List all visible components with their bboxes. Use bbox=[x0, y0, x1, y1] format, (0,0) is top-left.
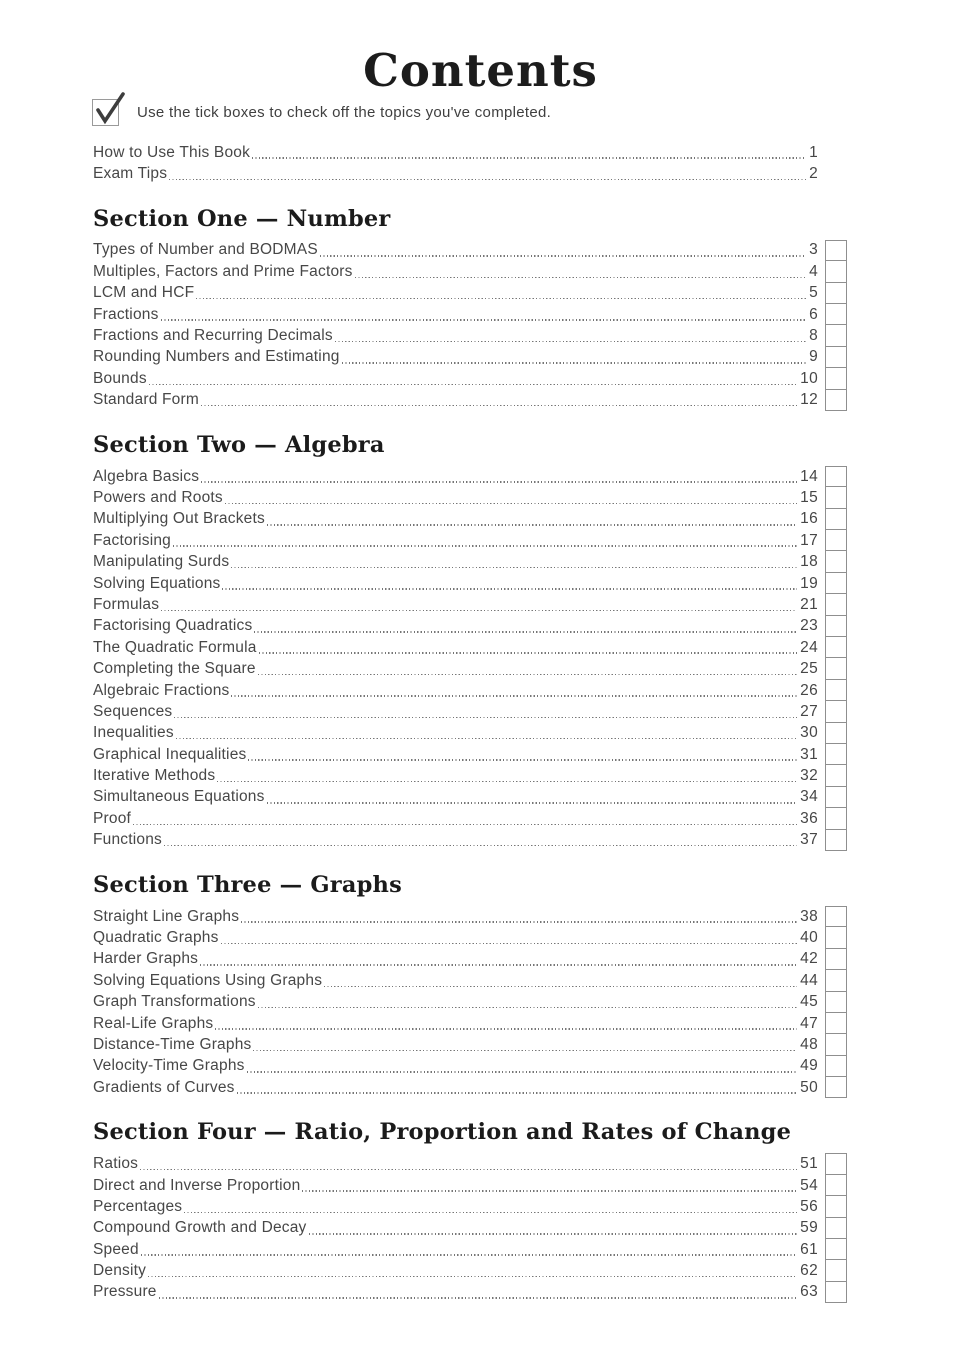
topic-checkbox[interactable] bbox=[825, 283, 847, 304]
section-heading: Section Four — Ratio, Proportion and Rates of Change bbox=[93, 1119, 792, 1146]
page-number: 45 bbox=[800, 993, 818, 1011]
toc-row bbox=[93, 949, 847, 970]
page-number: 49 bbox=[800, 1057, 818, 1075]
page-number: 26 bbox=[800, 681, 818, 699]
toc-row bbox=[93, 1175, 847, 1196]
topic-checkbox[interactable] bbox=[825, 509, 847, 530]
toc-entry-label: Ratios bbox=[93, 1155, 139, 1173]
toc-entry-label: Exam Tips bbox=[93, 165, 168, 183]
toc-row bbox=[93, 509, 847, 530]
toc-entry-label: Iterative Methods bbox=[93, 767, 216, 785]
toc-entry-label: Proof bbox=[93, 809, 132, 827]
page-number: 4 bbox=[809, 262, 818, 280]
toc-row bbox=[93, 325, 847, 346]
toc-entry-label: LCM and HCF bbox=[93, 284, 195, 302]
toc-row bbox=[93, 347, 847, 368]
dotted-leader bbox=[215, 1028, 797, 1030]
dotted-leader bbox=[259, 652, 798, 654]
page-number: 42 bbox=[800, 950, 818, 968]
page-number: 62 bbox=[800, 1262, 818, 1280]
page-number: 63 bbox=[800, 1283, 818, 1301]
dotted-leader bbox=[159, 1297, 798, 1299]
topic-checkbox[interactable] bbox=[825, 808, 847, 829]
front-matter-list bbox=[93, 142, 847, 185]
topic-checkbox[interactable] bbox=[825, 1218, 847, 1239]
dotted-leader bbox=[258, 674, 797, 676]
topic-checkbox[interactable] bbox=[825, 1260, 847, 1281]
section-heading: Section One — Number bbox=[93, 205, 391, 232]
page-number: 17 bbox=[800, 531, 818, 549]
toc-entry-label: Straight Line Graphs bbox=[93, 907, 240, 925]
section-entry-list bbox=[93, 906, 847, 1099]
topic-checkbox[interactable] bbox=[825, 530, 847, 551]
page-number: 10 bbox=[800, 369, 818, 387]
topic-checkbox[interactable] bbox=[825, 240, 847, 261]
toc-entry-label: Algebra Basics bbox=[93, 467, 200, 485]
page-number: 15 bbox=[800, 488, 818, 506]
toc-row bbox=[93, 970, 847, 991]
toc-row bbox=[93, 927, 847, 948]
section-heading: Section Two — Algebra bbox=[93, 431, 385, 458]
toc-row bbox=[93, 142, 847, 163]
toc-row bbox=[93, 1056, 847, 1077]
topic-checkbox[interactable] bbox=[825, 658, 847, 679]
toc-row bbox=[93, 765, 847, 786]
toc-entry-label: Graphical Inequalities bbox=[93, 745, 247, 763]
toc-row bbox=[93, 1153, 847, 1174]
toc-row bbox=[93, 701, 847, 722]
page-number: 32 bbox=[800, 767, 818, 785]
example-ticked-checkbox bbox=[92, 99, 119, 126]
toc-row bbox=[93, 744, 847, 765]
page-number: 5 bbox=[809, 284, 818, 302]
toc-row bbox=[93, 906, 847, 927]
page-number: 48 bbox=[800, 1035, 818, 1053]
page-title: Contents bbox=[363, 44, 598, 97]
topic-checkbox[interactable] bbox=[825, 594, 847, 615]
page-number: 47 bbox=[800, 1014, 818, 1032]
toc-entry-label: Real-Life Graphs bbox=[93, 1014, 214, 1032]
page-number: 14 bbox=[800, 467, 818, 485]
dotted-leader bbox=[149, 384, 797, 386]
toc-row bbox=[93, 530, 847, 551]
toc-entry-label: Solving Equations Using Graphs bbox=[93, 971, 323, 989]
toc-row bbox=[93, 1196, 847, 1217]
dotted-leader bbox=[247, 1071, 798, 1073]
dotted-leader bbox=[201, 481, 797, 483]
toc-row bbox=[93, 283, 847, 304]
toc-row bbox=[93, 680, 847, 701]
dotted-leader bbox=[173, 545, 797, 547]
page-number: 40 bbox=[800, 929, 818, 947]
page-number: 50 bbox=[800, 1078, 818, 1096]
toc-content bbox=[93, 142, 847, 1303]
topic-checkbox[interactable] bbox=[825, 723, 847, 744]
section-entry-list bbox=[93, 1153, 847, 1303]
toc-entry-label: Inequalities bbox=[93, 724, 174, 742]
page-number: 37 bbox=[800, 831, 818, 849]
toc-entry-label: Compound Growth and Decay bbox=[93, 1219, 307, 1237]
page-number: 1 bbox=[809, 143, 818, 161]
toc-entry-label: The Quadratic Formula bbox=[93, 638, 257, 656]
toc-entry-label: How to Use This Book bbox=[93, 143, 251, 161]
dotted-leader bbox=[169, 179, 806, 181]
dotted-leader bbox=[248, 759, 797, 761]
dotted-leader bbox=[141, 1254, 797, 1256]
dotted-leader bbox=[342, 362, 806, 364]
dotted-leader bbox=[164, 845, 797, 847]
toc-entry-label: Bounds bbox=[93, 369, 147, 387]
dotted-leader bbox=[161, 610, 797, 612]
toc-row bbox=[93, 1239, 847, 1260]
toc-row bbox=[93, 466, 847, 487]
topic-checkbox[interactable] bbox=[825, 347, 847, 368]
dotted-leader bbox=[140, 1169, 797, 1171]
dotted-leader bbox=[133, 824, 797, 826]
page-number: 54 bbox=[800, 1176, 818, 1194]
toc-entry-label: Fractions bbox=[93, 305, 159, 323]
topic-checkbox[interactable] bbox=[825, 261, 847, 282]
toc-entry-label: Types of Number and BODMAS bbox=[93, 241, 318, 259]
topic-checkbox[interactable] bbox=[825, 390, 847, 411]
toc-entry-label: Multiplying Out Brackets bbox=[93, 510, 265, 528]
topic-checkbox[interactable] bbox=[825, 970, 847, 991]
topic-checkbox[interactable] bbox=[825, 1239, 847, 1260]
dotted-leader bbox=[309, 1233, 798, 1235]
toc-row bbox=[93, 992, 847, 1013]
topic-checkbox[interactable] bbox=[825, 1153, 847, 1174]
topic-checkbox[interactable] bbox=[825, 1196, 847, 1217]
dotted-leader bbox=[222, 588, 797, 590]
toc-entry-label: Fractions and Recurring Decimals bbox=[93, 327, 333, 345]
dotted-leader bbox=[217, 781, 797, 783]
toc-entry-label: Standard Form bbox=[93, 391, 199, 409]
page-number: 36 bbox=[800, 809, 818, 827]
topic-checkbox[interactable] bbox=[825, 906, 847, 927]
dotted-leader bbox=[355, 277, 806, 279]
toc-row bbox=[93, 1260, 847, 1281]
page-number: 16 bbox=[800, 510, 818, 528]
page-number: 31 bbox=[800, 745, 818, 763]
toc-row bbox=[93, 1034, 847, 1055]
topic-checkbox[interactable] bbox=[825, 637, 847, 658]
toc-entry-label: Powers and Roots bbox=[93, 488, 223, 506]
dotted-leader bbox=[231, 695, 797, 697]
toc-row bbox=[93, 594, 847, 615]
toc-entry-label: Multiples, Factors and Prime Factors bbox=[93, 262, 353, 280]
topic-checkbox[interactable] bbox=[825, 787, 847, 808]
topic-checkbox[interactable] bbox=[825, 1175, 847, 1196]
page-number: 27 bbox=[800, 702, 818, 720]
toc-row bbox=[93, 787, 847, 808]
toc-entry-label: Algebraic Fractions bbox=[93, 681, 230, 699]
page-number: 34 bbox=[800, 788, 818, 806]
toc-row bbox=[93, 637, 847, 658]
toc-entry-label: Density bbox=[93, 1262, 147, 1280]
dotted-leader bbox=[335, 341, 806, 343]
toc-row bbox=[93, 487, 847, 508]
toc-entry-label: Direct and Inverse Proportion bbox=[93, 1176, 301, 1194]
topic-checkbox[interactable] bbox=[825, 1077, 847, 1098]
toc-row bbox=[93, 573, 847, 594]
dotted-leader bbox=[254, 631, 797, 633]
topic-checkbox[interactable] bbox=[825, 466, 847, 487]
topic-checkbox[interactable] bbox=[825, 949, 847, 970]
dotted-leader bbox=[221, 943, 798, 945]
dotted-leader bbox=[225, 503, 797, 505]
topic-checkbox[interactable] bbox=[825, 992, 847, 1013]
topic-checkbox[interactable] bbox=[825, 701, 847, 722]
toc-row bbox=[93, 368, 847, 389]
toc-row bbox=[93, 1077, 847, 1098]
toc-row bbox=[93, 658, 847, 679]
page-number: 38 bbox=[800, 907, 818, 925]
topic-checkbox[interactable] bbox=[825, 927, 847, 948]
topic-checkbox[interactable] bbox=[825, 1013, 847, 1034]
toc-entry-label: Completing the Square bbox=[93, 660, 256, 678]
tick-icon bbox=[94, 91, 126, 127]
dotted-leader bbox=[302, 1190, 797, 1192]
toc-row bbox=[93, 390, 847, 411]
topic-checkbox[interactable] bbox=[825, 368, 847, 389]
page-number: 59 bbox=[800, 1219, 818, 1237]
topic-checkbox[interactable] bbox=[825, 744, 847, 765]
page-number: 8 bbox=[809, 327, 818, 345]
toc-entry-label: Formulas bbox=[93, 595, 160, 613]
toc-entry-label: Quadratic Graphs bbox=[93, 929, 219, 947]
toc-entry-label: Graph Transformations bbox=[93, 993, 256, 1011]
topic-checkbox[interactable] bbox=[825, 616, 847, 637]
toc-entry-label: Simultaneous Equations bbox=[93, 788, 265, 806]
dotted-leader bbox=[252, 157, 806, 159]
toc-row bbox=[93, 808, 847, 829]
topic-checkbox[interactable] bbox=[825, 1056, 847, 1077]
page-number: 61 bbox=[800, 1240, 818, 1258]
toc-entry-label: Solving Equations bbox=[93, 574, 221, 592]
toc-entry-label: Factorising bbox=[93, 531, 172, 549]
topic-checkbox[interactable] bbox=[825, 830, 847, 851]
section-entry-list bbox=[93, 466, 847, 851]
dotted-leader bbox=[267, 802, 798, 804]
toc-row bbox=[93, 1218, 847, 1239]
toc-entry-label: Distance-Time Graphs bbox=[93, 1035, 252, 1053]
topic-checkbox[interactable] bbox=[825, 1034, 847, 1055]
dotted-leader bbox=[201, 405, 797, 407]
toc-row bbox=[93, 240, 847, 261]
topic-checkbox[interactable] bbox=[825, 487, 847, 508]
dotted-leader bbox=[267, 524, 797, 526]
intro-note-text: Use the tick boxes to check off the topics you've completed. bbox=[137, 103, 552, 121]
toc-entry-label: Rounding Numbers and Estimating bbox=[93, 348, 340, 366]
page-number: 25 bbox=[800, 660, 818, 678]
topic-checkbox[interactable] bbox=[825, 680, 847, 701]
toc-row bbox=[93, 616, 847, 637]
toc-row bbox=[93, 551, 847, 572]
toc-row bbox=[93, 163, 847, 184]
page-number: 6 bbox=[809, 305, 818, 323]
dotted-leader bbox=[258, 1007, 797, 1009]
toc-row bbox=[93, 1282, 847, 1303]
toc-entry-label: Pressure bbox=[93, 1283, 157, 1301]
page-number: 23 bbox=[800, 617, 818, 635]
page-number: 56 bbox=[800, 1197, 818, 1215]
page-number: 2 bbox=[809, 165, 818, 183]
toc-row bbox=[93, 261, 847, 282]
toc-entry-label: Speed bbox=[93, 1240, 139, 1258]
toc-row bbox=[93, 1013, 847, 1034]
topic-checkbox[interactable] bbox=[825, 1282, 847, 1303]
dotted-leader bbox=[253, 1050, 797, 1052]
dotted-leader bbox=[320, 255, 806, 257]
toc-row bbox=[93, 304, 847, 325]
page-number: 3 bbox=[809, 241, 818, 259]
dotted-leader bbox=[200, 964, 797, 966]
page-number: 24 bbox=[800, 638, 818, 656]
topic-checkbox[interactable] bbox=[825, 325, 847, 346]
page-number: 12 bbox=[800, 391, 818, 409]
topic-checkbox[interactable] bbox=[825, 573, 847, 594]
toc-entry-label: Manipulating Surds bbox=[93, 553, 230, 571]
toc-entry-label: Gradients of Curves bbox=[93, 1078, 235, 1096]
topic-checkbox[interactable] bbox=[825, 551, 847, 572]
toc-row bbox=[93, 830, 847, 851]
toc-entry-label: Percentages bbox=[93, 1197, 183, 1215]
dotted-leader bbox=[231, 567, 797, 569]
dotted-leader bbox=[174, 717, 797, 719]
section-heading: Section Three — Graphs bbox=[93, 871, 402, 898]
dotted-leader bbox=[161, 319, 807, 321]
page-number: 9 bbox=[809, 348, 818, 366]
page-number: 51 bbox=[800, 1155, 818, 1173]
toc-entry-label: Sequences bbox=[93, 702, 173, 720]
toc-entry-label: Factorising Quadratics bbox=[93, 617, 253, 635]
page-number: 18 bbox=[800, 553, 818, 571]
section-entry-list bbox=[93, 240, 847, 411]
dotted-leader bbox=[324, 986, 797, 988]
page-number: 21 bbox=[800, 595, 818, 613]
sections-container bbox=[93, 206, 847, 1303]
dotted-leader bbox=[176, 738, 797, 740]
dotted-leader bbox=[184, 1212, 797, 1214]
dotted-leader bbox=[241, 921, 797, 923]
toc-row bbox=[93, 723, 847, 744]
topic-checkbox[interactable] bbox=[825, 765, 847, 786]
page-number: 44 bbox=[800, 971, 818, 989]
intro-note bbox=[92, 96, 961, 128]
page-number: 30 bbox=[800, 724, 818, 742]
toc-entry-label: Harder Graphs bbox=[93, 950, 199, 968]
dotted-leader bbox=[237, 1092, 798, 1094]
toc-entry-label: Velocity-Time Graphs bbox=[93, 1057, 245, 1075]
dotted-leader bbox=[148, 1276, 797, 1278]
topic-checkbox[interactable] bbox=[825, 304, 847, 325]
dotted-leader bbox=[196, 298, 806, 300]
page-number: 19 bbox=[800, 574, 818, 592]
toc-entry-label: Functions bbox=[93, 831, 162, 849]
